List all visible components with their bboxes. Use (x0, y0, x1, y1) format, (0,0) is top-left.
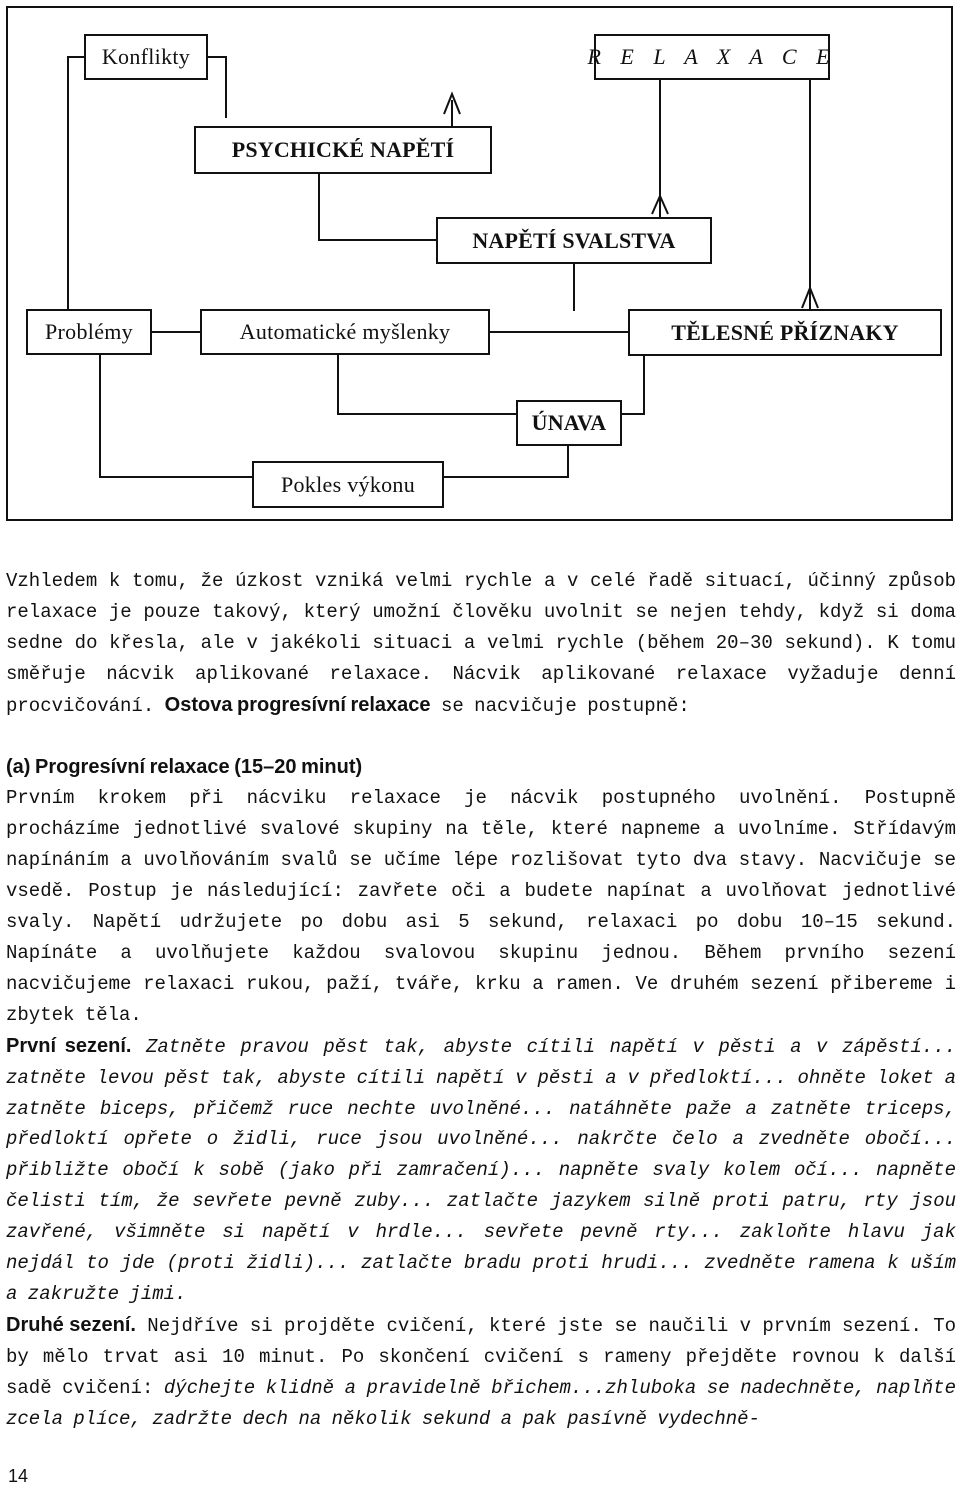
intro-text: Vzhledem k tomu, že úzkost vzniká velmi rychle a v celé řadě situací, účinný způsob relaxace je pouze takový, který umožní člověku uvolnit se nejen tehdy, když si doma sedne do křesla, ale v jakékoli situaci a velmi rychle (během 20–30 sekund). K tomu směřuje nácvik aplikované relaxace. Nácvik aplikované relaxace vyžaduje denní procvičování. (6, 570, 956, 717)
napeti-svalstva-box: NAPĚTÍ SVALSTVA (436, 217, 712, 264)
first-session-heading: První sezení. (6, 1034, 132, 1057)
pokles-vykonu-box: Pokles výkonu (252, 461, 444, 508)
diagram-frame (6, 6, 953, 521)
second-session-text: Nejdříve si projděte cvičení, které jste se naučili v prvním sezení. To by mělo trvat asi 10 minut. Po skončení cvičení s rameny přejděte rovnou k další sadě cvičení: (6, 1314, 956, 1399)
section-a (6, 752, 956, 1031)
intro-paragraph (6, 566, 956, 722)
unava-box: ÚNAVA (516, 400, 622, 446)
connector-konflikty-psychicke (208, 57, 226, 118)
problemy-box: Problémy (26, 309, 152, 355)
connector-problemy-pokles (100, 354, 252, 477)
connector-myslenky-unava (338, 354, 518, 414)
intro-text-end: se nacvičuje postupně: (430, 694, 690, 717)
connector-psychicke-svalstva (319, 174, 436, 240)
body-text (6, 566, 956, 1434)
second-session-heading: Druhé sezení. (6, 1313, 136, 1336)
page-number: 14 (8, 1466, 29, 1486)
second-session-paragraph (6, 1310, 956, 1435)
section-a-heading: (a) Progresívní relaxace (15–20 minut) (6, 755, 363, 778)
telesne-priznaky-box: TĚLESNÉ PŘÍZNAKY (628, 309, 942, 356)
relaxace-box: R E L A X A C E (594, 34, 830, 80)
connector-unava-pokles (444, 446, 568, 477)
paragraph-gap (6, 722, 956, 752)
ost-relaxation-term: Ostova progresívní relaxace (164, 693, 431, 716)
connector-priznaky-unava (622, 354, 644, 414)
connector-konflikty-problemy (68, 57, 84, 311)
automaticke-myslenky-box: Automatické myšlenky (200, 309, 490, 355)
section-a-text: Prvním krokem při nácviku relaxace je nácvik postupného uvolnění. Postupně procházíme jednotlivé svalové skupiny na těle, které napneme a uvolníme. Střídavým napínáním a uvolňováním svalů se učíme lépe rozlišovat tyto dva stavy. Nacvičuje se vsedě. Postup je následující: zavřete oči a budete napínat a uvolňovat jednotlivé svaly. Napětí udržujete po dobu asi 5 sekund, relaxaci po dobu 10–15 sekund. Napínáte a uvolňujete každou svalovou skupinu jednou. Během prvního sezení nacvičujeme relaxaci rukou, paží, tváře, krku a ramen. Ve druhém sezení přibereme i zbytek těla. (6, 787, 956, 1026)
second-session-instructions: dýchejte klidně a pravidelně břichem...zhluboka se nadechněte, naplňte zcela plíce, zadržte dech na několik sekund a pak pasívně vydechně- (6, 1376, 956, 1430)
psychicke-napeti-box: PSYCHICKÉ NAPĚTÍ (194, 126, 492, 174)
konflikty-box: Konflikty (84, 34, 208, 80)
first-session-instructions: Zatněte pravou pěst tak, abyste cítili napětí v pěsti a v zápěstí... zatněte levou pěst tak, abyste cítili napětí v pěsti a v předloktí... ohněte loket a zatněte biceps, přičemž ruce nechte uvolněné... natáhněte paže a zatněte triceps, předloktí opřete o židli, ruce jsou uvolněné... nakrčte čelo a zvedněte obočí... přibližte obočí k sobě (jako při zamračení)... napněte svaly kolem očí... napněte čelisti tím, že sevřete pevně zuby... zatlačte jazykem silně proti patru, rty jsou zavřené, všimněte si napětí v hrdle... sevřete pevně rty... zakloňte hlavu jak nejdál to jde (proti židli)... zatlačte bradu proti hrudi... zvedněte ramena k uším a zakružte jimi. (6, 1035, 956, 1305)
first-session-paragraph (6, 1031, 956, 1310)
